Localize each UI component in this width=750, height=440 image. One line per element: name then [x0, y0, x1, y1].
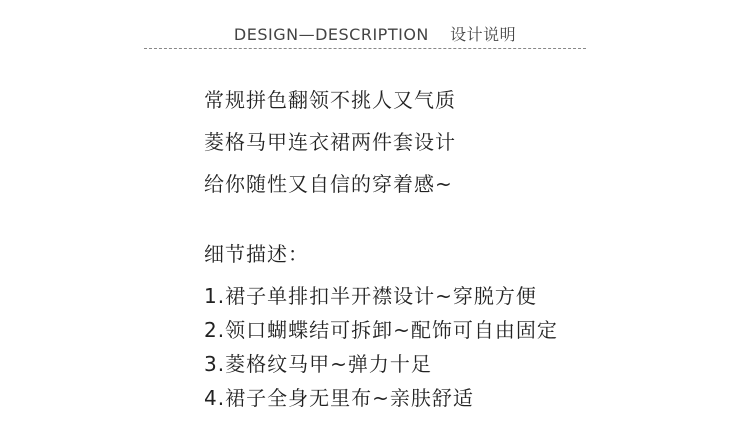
- detail-item: 4.裙子全身无里布~亲肤舒适: [204, 386, 474, 410]
- header-title-en: DESIGN—DESCRIPTION: [233, 25, 429, 44]
- header-title-zh: 设计说明: [450, 25, 517, 44]
- details-list: [204, 282, 558, 418]
- details-heading: 细节描述：: [204, 242, 309, 266]
- header-divider: [144, 48, 586, 49]
- detail-item: 2.领口蝴蝶结可拆卸~配饰可自由固定: [204, 318, 558, 342]
- detail-item: 3.菱格纹马甲~弹力十足: [204, 352, 432, 376]
- intro-line: 给你随性又自信的穿着感~: [204, 172, 453, 196]
- intro-line: 常规拼色翻领不挑人又气质: [204, 88, 456, 112]
- intro-line: 菱格马甲连衣裙两件套设计: [204, 130, 456, 154]
- section-header: [0, 22, 750, 45]
- detail-item: 1.裙子单排扣半开襟设计~穿脱方便: [204, 284, 537, 308]
- intro-text: [204, 86, 456, 212]
